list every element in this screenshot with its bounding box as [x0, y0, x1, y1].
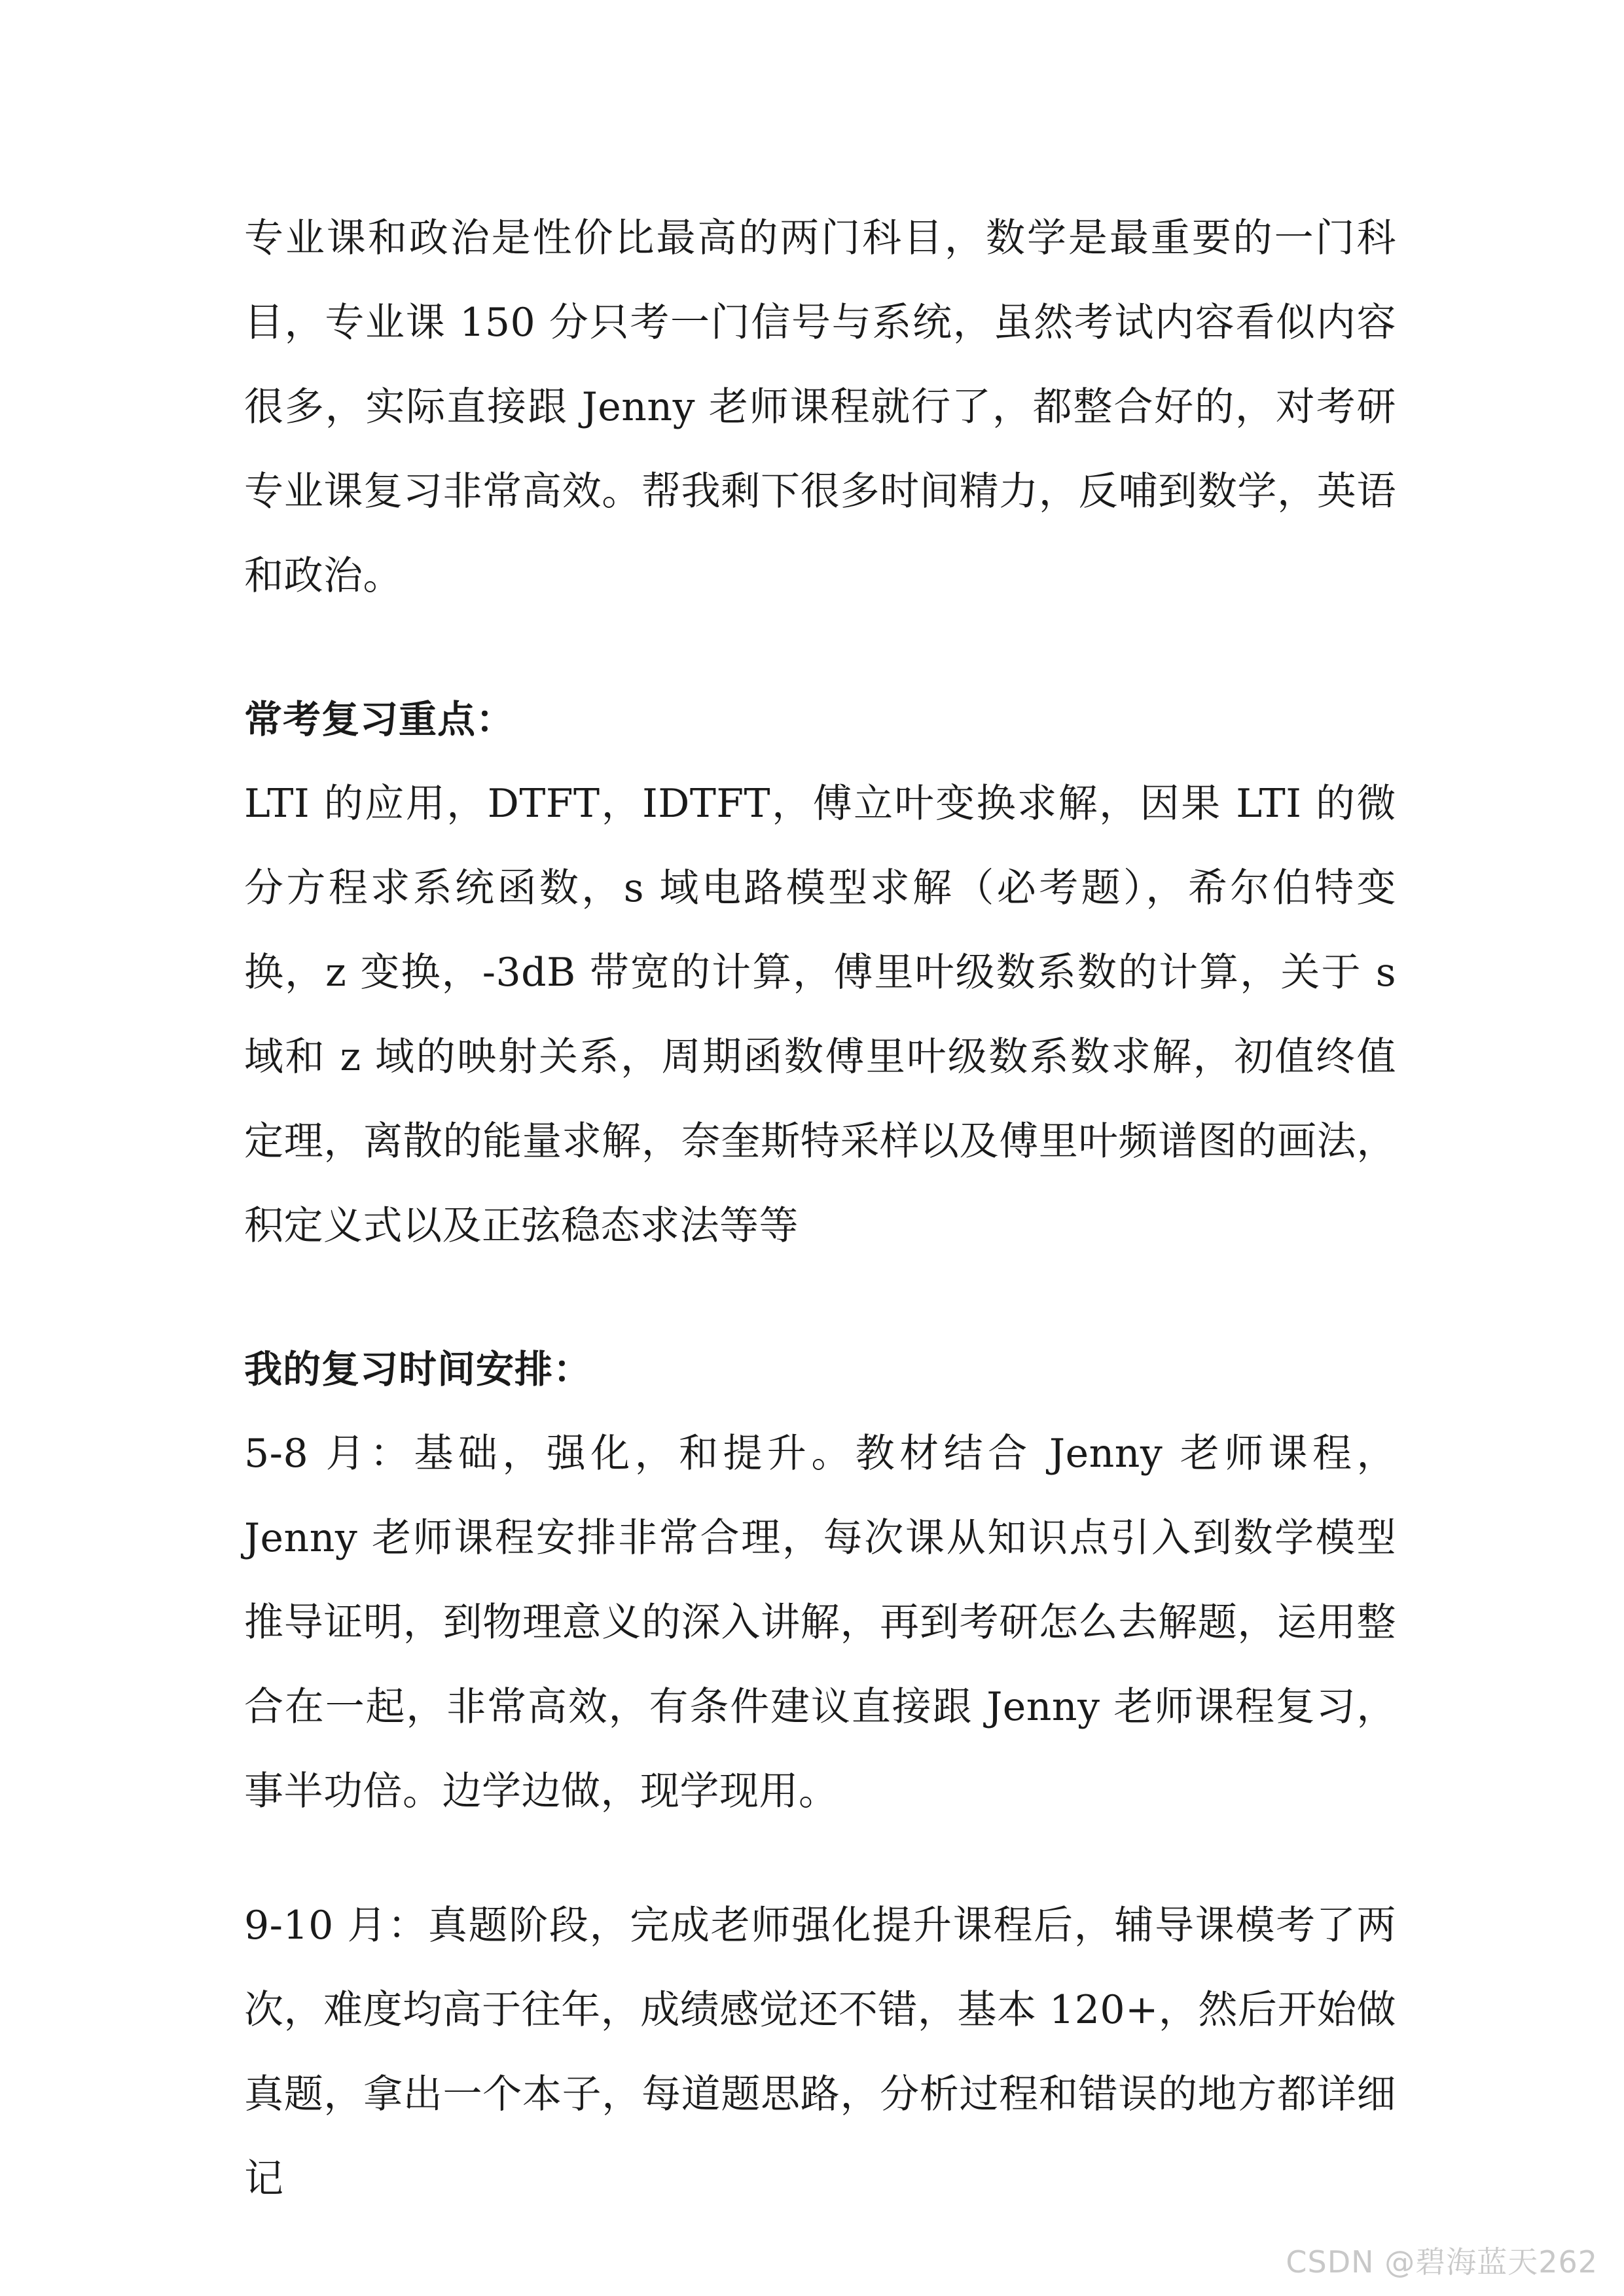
- key-points-paragraph: LTI 的应用，DTFT，IDTFT，傅立叶变换求解，因果 LTI 的微分方程求系统函数，s 域电路模型求解（必考题），希尔伯特变换，z 变换，-3dB 带宽的计算，傅里叶级数系数的计算，关于 s 域和 z 域的映射关系，周期函数傅里叶级数系数求解，初值终值定理，离散的能量求解，奈奎斯特采样以及傅里叶频谱图的画法，积定义式以及正弦稳态求法等等: [244, 781, 1396, 1249]
- document-body: [244, 196, 1396, 2221]
- intro-paragraph: 专业课和政治是性价比最高的两门科目，数学是最重要的一门科目，专业课 150 分只考一门信号与系统，虽然考试内容看似内容很多，实际直接跟 Jenny 老师课程就行了，都整合好的，对考研专业课复习非常高效。帮我剩下很多时间精力，反哺到数学，英语和政治。: [244, 215, 1396, 599]
- schedule-paragraph-may-aug: 5-8 月：基础，强化，和提升。教材结合 Jenny 老师课程，Jenny 老师课程安排非常合理，每次课从知识点引入到数学模型推导证明，到物理意义的深入讲解，再到考研怎么去解题，运用整合在一起，非常高效，有条件建议直接跟 Jenny 老师课程复习，事半功倍。边学边做，现学现用。: [244, 1431, 1396, 1814]
- csdn-watermark: CSDN @碧海蓝天262: [1286, 2244, 1598, 2280]
- schedule-paragraph-sep-oct: 9-10 月：真题阶段，完成老师强化提升课程后，辅导课模考了两次，难度均高于往年，成绩感觉还不错，基本 120+，然后开始做真题，拿出一个本子，每道题思路，分析过程和错误的地方都详细记: [244, 1903, 1396, 2202]
- paragraph-spacer: [244, 1834, 1396, 1884]
- paragraph-spacer: [244, 619, 1396, 677]
- paragraph-spacer: [244, 1268, 1396, 1327]
- section-heading-schedule: 我的复习时间安排：: [244, 1347, 592, 1391]
- section-heading-key-points: 常考复习重点：: [244, 697, 515, 742]
